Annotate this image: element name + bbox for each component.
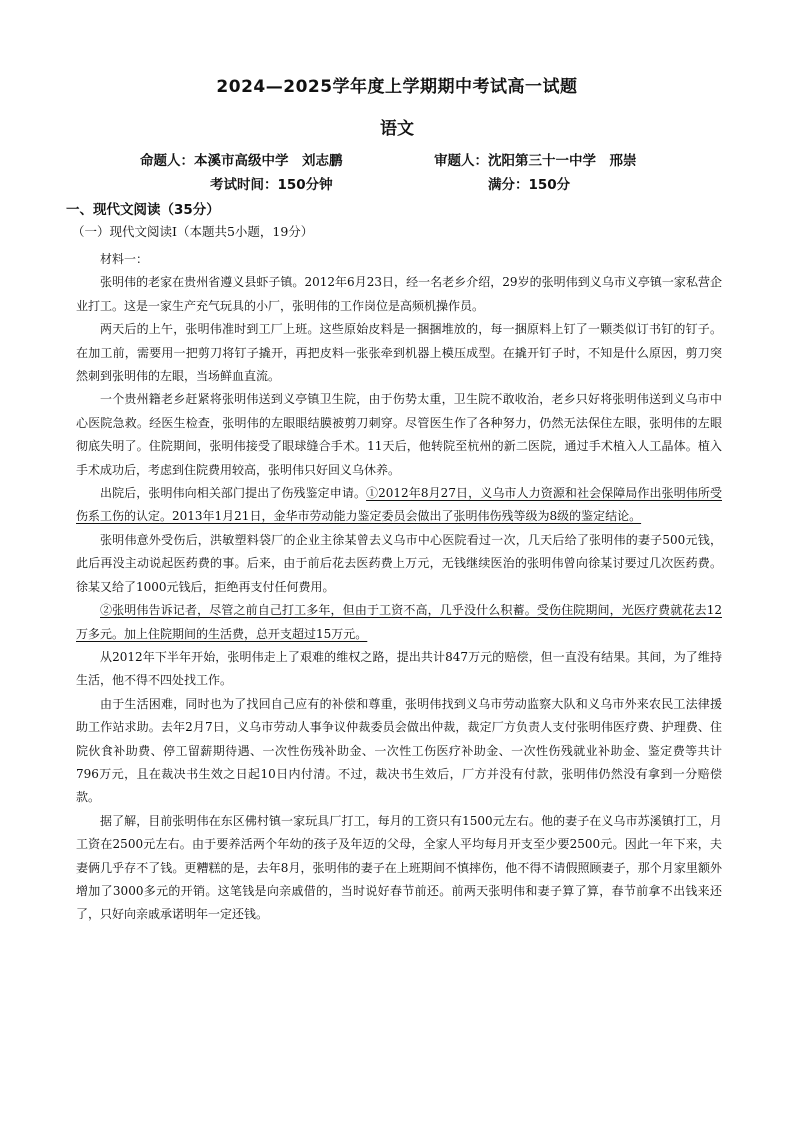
reading-passage xyxy=(76,248,722,927)
underlined-sentence-1: ①2012年8月27日，义乌市人力资源和社会保障局作出张明伟所受伤系工伤的认定。2013年1月21日，金华市劳动能力鉴定委员会做出了张明伟伤残等级为8级的鉴定结论。 xyxy=(76,486,722,524)
paragraph-9: 据了解，目前张明伟在东区佛村镇一家玩具厂打工，每月的工资只有1500元左右。他的妻子在义乌市苏溪镇打工，月工资在2500元左右。由于要养活两个年幼的孩子及年迈的父母，全家人平均每月开支至少要2500元。因此一年下来，夫妻俩几乎存不了钱。更糟糕的是，去年8月，张明伟的妻子在上班期间不慎摔伤，他不得不请假照顾妻子，那个月家里额外增加了3000多元的开销。这笔钱是向亲戚借的，当时说好春节前还。前两天张明伟和妻子算了算，春节前拿不出钱来还了，只好向亲戚承诺明年一定还钱。 xyxy=(76,813,722,922)
score-line: 满分：150分 xyxy=(488,177,571,193)
subject-title: 语文 xyxy=(380,119,414,139)
section-title: 一、现代文阅读（35分） xyxy=(66,202,220,218)
reviewer-line: 审题人：沈阳第三十一中学 邢崇 xyxy=(434,153,637,169)
paragraph-1: 张明伟的老家在贵州省遵义县虾子镇。2012年6月23日，经一名老乡介绍，29岁的张明伟到义乌市义亭镇一家私营企业打工。这是一家生产充气玩具的小厂，张明伟的工作岗位是高频机操作员。 xyxy=(76,275,722,313)
paragraph-3: 一个贵州籍老乡赶紧将张明伟送到义亭镇卫生院，由于伤势太重，卫生院不敢收治，老乡只好将张明伟送到义乌市中心医院急救。经医生检查，张明伟的左眼眼结膜被剪刀刺穿。尽管医生作了各种努力，仍然无法保住左眼，张明伟的左眼彻底失明了。住院期间，张明伟接受了眼球缝合手术。11天后，他转院至杭州的新二医院，通过手术植入人工晶体。植入手术成功后，考虑到住院费用较高，张明伟只好回义乌休养。 xyxy=(76,392,722,477)
exam-title: 2024—2025学年度上学期期中考试高一试题 xyxy=(216,77,578,97)
paragraph-6 xyxy=(76,599,722,646)
underlined-sentence-2: ②张明伟告诉记者，尽管之前自己打工多年，但由于工资不高，几乎没什么积蓄。受伤住院期间，光医疗费就花去12万多元。加上住院期间的生活费，总开支超过15万元。 xyxy=(76,603,722,641)
paragraph-4-text: 出院后，张明伟向相关部门提出了伤残鉴定申请。 xyxy=(100,486,367,501)
paragraph-7: 从2012年下半年开始，张明伟走上了艰难的维权之路，提出共计847万元的赔偿，但一直没有结果。其间，为了维持生活，他不得不四处找工作。 xyxy=(76,649,722,688)
paragraph-2: 两天后的上午，张明伟准时到工厂上班。这些原始皮料是一捆捆堆放的，每一捆原料上钉了一颗类似订书钉的钉子。在加工前，需要用一把剪刀将钉子撬开，再把皮料一张张牵到机器上模压成型。在撬开钉子时，不知是什么原因，剪刀突然刺到张明伟的左眼，当场鲜血直流。 xyxy=(76,322,722,384)
section-subtitle: （一）现代文阅读Ⅰ（本题共5小题，19分） xyxy=(72,224,314,239)
author-line: 命题人：本溪市高级中学 刘志鹏 xyxy=(140,153,343,169)
time-line: 考试时间：150分钟 xyxy=(210,177,333,193)
paragraph-8: 由于生活困难，同时也为了找回自己应有的补偿和尊重，张明伟找到义乌市劳动监察大队和义乌市外来农民工法律援助工作站求助。去年2月7日，义乌市劳动人事争议仲裁委员会做出仲裁，裁定厂方负责人支付张明伟医疗费、护理费、住院伙食补助费、停工留薪期待遇、一次性伤残补助金、一次性工伤医疗补助金、一次性伤残就业补助金、鉴定费等共计796万元，且在裁决书生效之日起10日内付清。不过，裁决书生效后，厂方并没有付款，张明伟仍然没有拿到一分赔偿款。 xyxy=(76,696,722,805)
paragraph-4 xyxy=(76,482,722,529)
paragraph-5: 张明伟意外受伤后，洪敏塑料袋厂的企业主徐某曾去义乌市中心医院看过一次，几天后给了张明伟的妻子500元钱，此后再没主动说起医药费的事。后来，由于前后花去医药费上万元，无钱继续医治的张明伟曾向徐某讨要过几次医药费。徐某又给了1000元钱后，拒绝再支付任何费用。 xyxy=(76,532,722,594)
material-label: 材料一： xyxy=(100,252,149,266)
